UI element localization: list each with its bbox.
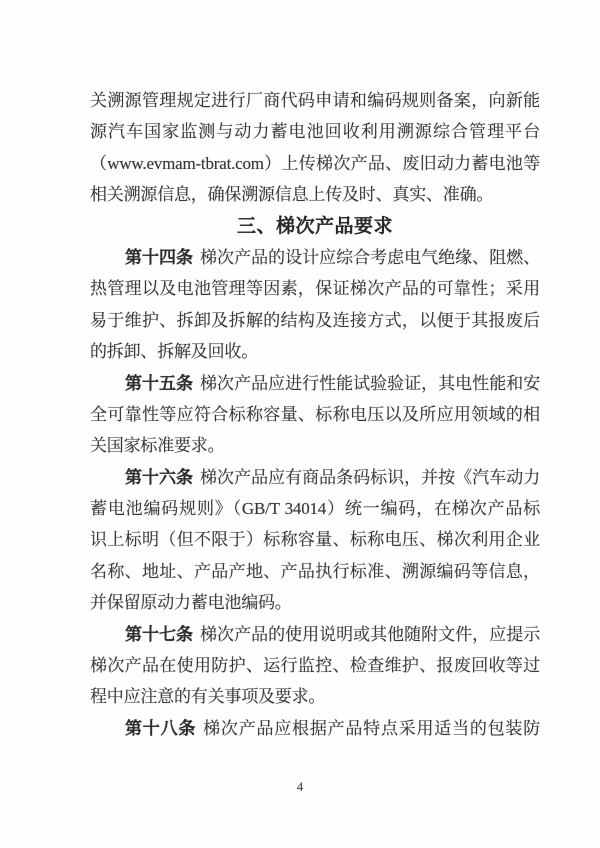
article-line: 关国家标准要求。 xyxy=(90,436,225,456)
article-text: 梯次产品应进行性能试验验证，其电性能和安 xyxy=(200,373,541,393)
article-line xyxy=(90,368,540,399)
section-heading: 三、梯次产品要求 xyxy=(236,215,393,237)
article-line xyxy=(90,242,540,273)
page-number: 4 xyxy=(296,779,304,794)
document-text-block xyxy=(90,85,540,744)
article-line xyxy=(90,713,540,744)
article-line xyxy=(90,619,540,650)
article-text: 梯次产品应根据产品特点采用适当的包装防 xyxy=(203,718,541,738)
article-number: 第十七条 xyxy=(125,624,194,644)
article-text: 梯次产品应有商品条码标识，并按《汽车动力 xyxy=(200,467,541,487)
article-line: 识上标明（但不限于）标称容量、标称电压、梯次利用企业 xyxy=(90,530,540,550)
article-line: 程中应注意的有关事项及要求。 xyxy=(90,687,326,707)
article-line: 梯次产品在使用防护、运行监控、检查维护、报废回收等过 xyxy=(90,656,540,676)
article-line: 热管理以及电池管理等因素，保证梯次产品的可靠性；采用 xyxy=(90,279,540,299)
intro-line: 关溯源管理规定进行厂商代码申请和编码规则备案，向新能 xyxy=(90,91,540,110)
article-line: 蓄电池编码规则》（GB/T 34014）统一编码，在梯次产品标 xyxy=(90,499,540,519)
article-line: 的拆卸、拆解及回收。 xyxy=(90,342,258,362)
article-number: 第十八条 xyxy=(125,718,197,738)
intro-line: 相关溯源信息，确保溯源信息上传及时、真实、准确。 xyxy=(90,185,494,205)
article-line: 全可靠性等应符合标称容量、标称电压以及所应用领域的相 xyxy=(90,404,540,424)
article-text: 梯次产品的使用说明或其他随附文件，应提示 xyxy=(200,624,541,644)
article-line: 名称、地址、产品产地、产品执行标准、溯源编码等信息， xyxy=(90,561,540,581)
intro-line: 源汽车国家监测与动力蓄电池回收利用溯源综合管理平台 xyxy=(90,122,540,142)
intro-line: （www.evmam-tbrat.com）上传梯次产品、废旧动力蓄电池等 xyxy=(90,153,540,173)
article-number: 第十四条 xyxy=(125,247,194,267)
article-number: 第十六条 xyxy=(125,467,194,487)
article-number: 第十五条 xyxy=(125,373,194,393)
article-line xyxy=(90,462,540,493)
article-line: 并保留原动力蓄电池编码。 xyxy=(90,593,292,613)
article-line: 易于维护、拆卸及拆解的结构及连接方式，以便于其报废后 xyxy=(90,310,540,330)
article-text: 梯次产品的设计应综合考虑电气绝缘、阻燃、 xyxy=(200,247,541,267)
